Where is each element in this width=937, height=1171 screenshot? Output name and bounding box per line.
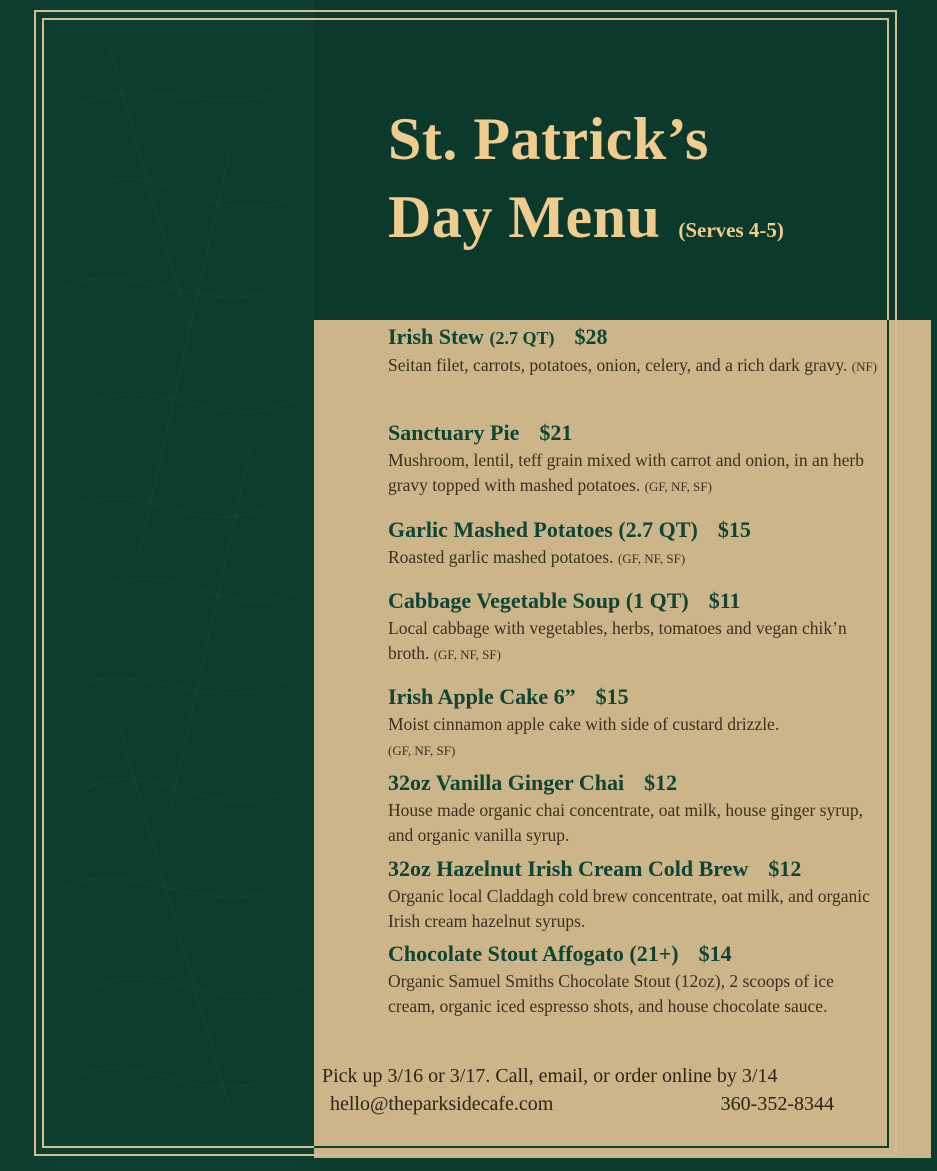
menu-item-irish-apple-cake <box>388 682 878 763</box>
menu-title <box>388 100 784 269</box>
item-quantity: (2.7 QT) <box>489 328 555 348</box>
item-price: $21 <box>539 420 573 445</box>
item-dietary-tags: (GF, NF, SF) <box>617 551 686 566</box>
item-description-text: Mushroom, lentil, teff grain mixed with carrot and onion, in an herb gravy topped with mashed potatoes. <box>388 450 864 495</box>
item-name: Sanctuary Pie <box>388 420 520 445</box>
item-dietary-tags: (GF, NF, SF) <box>388 743 456 758</box>
serves-note: (Serves 4-5) <box>678 218 784 242</box>
menu-item-vanilla-ginger-chai <box>388 768 878 848</box>
item-header <box>388 854 878 884</box>
item-name: Irish Apple Cake 6” <box>388 684 576 709</box>
item-price: $15 <box>717 517 751 542</box>
item-header <box>388 682 878 712</box>
menu-item-sanctuary-pie <box>388 418 878 499</box>
item-description-text: Seitan filet, carrots, potatoes, onion, celery, and a rich dark gravy. <box>388 355 848 375</box>
item-header <box>388 322 878 353</box>
email-address[interactable]: hello@theparksidecafe.com <box>330 1093 554 1115</box>
item-quantity: (21+) <box>629 941 679 966</box>
item-dietary-tags: (GF, NF, SF) <box>644 479 712 494</box>
item-price: $14 <box>698 941 732 966</box>
item-quantity: (1 QT) <box>625 588 689 613</box>
item-name: 32oz Hazelnut Irish Cream Cold Brew <box>388 856 749 881</box>
item-price: $11 <box>708 588 741 613</box>
item-description-text: Roasted garlic mashed potatoes. <box>388 547 614 567</box>
item-dietary-tags: (GF, NF, SF) <box>433 647 501 662</box>
item-header <box>388 586 878 616</box>
item-header <box>388 418 878 448</box>
title-line-1: St. Patrick’s <box>388 106 709 172</box>
menu-item-garlic-mashed-potatoes <box>388 515 878 571</box>
title-line-2-text: Day Menu <box>388 184 661 250</box>
menu-item-cabbage-vegetable-soup <box>388 586 878 667</box>
item-quantity: (2.7 QT) <box>618 517 698 542</box>
item-name: Cabbage Vegetable Soup <box>388 588 621 613</box>
contact-line <box>322 1090 882 1118</box>
pickup-note: Pick up 3/16 or 3/17. Call, email, or order online by 3/14 <box>322 1065 778 1087</box>
item-dietary-tags: (NF) <box>851 359 878 374</box>
item-description-text: Local cabbage with vegetables, herbs, tomatoes and vegan chik’n broth. <box>388 618 847 663</box>
item-description-text: Moist cinnamon apple cake with side of custard drizzle. <box>388 714 780 734</box>
item-price: $15 <box>595 684 629 709</box>
item-description <box>388 545 878 571</box>
item-name: Garlic Mashed Potatoes <box>388 517 613 542</box>
item-price: $12 <box>644 770 678 795</box>
footer <box>322 1062 882 1118</box>
item-name: 32oz Vanilla Ginger Chai <box>388 770 625 795</box>
phone-number[interactable]: 360-352-8344 <box>720 1093 834 1115</box>
item-description: House made organic chai concentrate, oat milk, house ginger syrup, and organic vanilla syrup. <box>388 800 863 845</box>
item-description <box>388 616 878 667</box>
item-price: $28 <box>574 324 608 349</box>
item-header <box>388 515 878 545</box>
menu-item-irish-stew <box>388 322 878 379</box>
menu-item-chocolate-stout-affogato <box>388 939 878 1019</box>
item-description: Organic Samuel Smiths Chocolate Stout (12oz), 2 scoops of ice cream, organic iced espresso shots, and house chocolate sauce. <box>388 971 834 1016</box>
item-description <box>388 353 878 379</box>
item-name: Irish Stew <box>388 324 484 349</box>
item-description: Organic local Claddagh cold brew concentrate, oat milk, and organic Irish cream hazelnut syrups. <box>388 886 870 931</box>
item-name: Chocolate Stout Affogato <box>388 941 624 966</box>
item-description <box>388 448 878 499</box>
item-price: $12 <box>768 856 802 881</box>
item-description <box>388 712 878 763</box>
title-line-2 <box>388 178 784 269</box>
menu-item-hazelnut-cold-brew <box>388 854 878 934</box>
item-header <box>388 768 878 798</box>
item-header <box>388 939 878 969</box>
